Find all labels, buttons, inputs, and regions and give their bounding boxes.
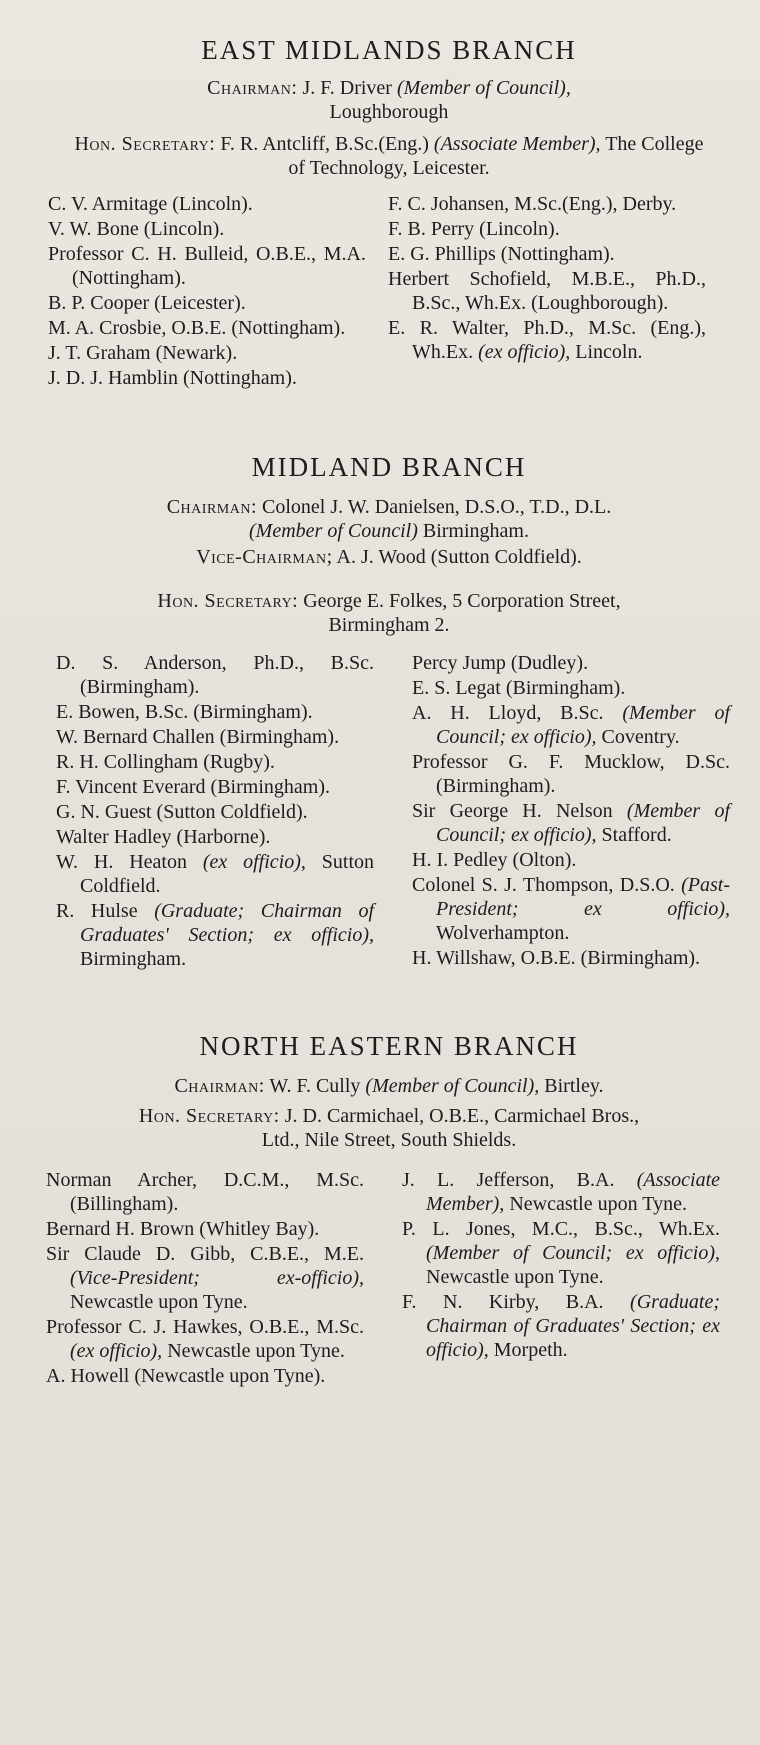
member-columns [48, 651, 730, 972]
member-entry: Professor C. J. Hawkes, O.B.E., M.Sc. (ex officio), Newcastle upon Tyne. [46, 1316, 364, 1362]
branch-title: EAST MIDLANDS BRANCH [201, 35, 577, 65]
member-entry: M. A. Crosbie, O.B.E. (Nottingham). [48, 317, 346, 339]
member-entry: C. V. Armitage (Lincoln). [48, 193, 253, 215]
member-entry: Sir Claude D. Gibb, C.B.E., M.E. (Vice-President; ex-officio), Newcastle upon Tyne. [46, 1243, 364, 1313]
member-list-right [402, 1168, 720, 1389]
member-columns [48, 1168, 730, 1389]
member-columns [48, 192, 730, 391]
member-entry: H. Willshaw, O.B.E. (Birmingham). [412, 947, 701, 969]
member-entry: Herbert Schofield, M.B.E., Ph.D., B.Sc., Wh.Ex. (Loughborough). [388, 268, 706, 314]
member-entry: A. Howell (Newcastle upon Tyne). [46, 1365, 326, 1387]
member-entry: F. N. Kirby, B.A. (Graduate; Chairman of Graduates' Section; ex officio), Morpeth. [402, 1291, 721, 1361]
member-entry: W. H. Heaton (ex officio), Sutton Coldfield. [56, 851, 375, 897]
secretary-line: Hon. Secretary: J. D. Carmichael, O.B.E., Carmichael Bros., Ltd., Nile Street, South Shields. [138, 1105, 640, 1151]
secretary-line: Hon. Secretary: George E. Folkes, 5 Corporation Street, Birmingham 2. [157, 590, 621, 636]
member-entry: J. D. J. Hamblin (Nottingham). [48, 367, 297, 389]
member-entry: Professor C. H. Bulleid, O.B.E., M.A. (Nottingham). [48, 243, 366, 289]
member-entry: D. S. Anderson, Ph.D., B.Sc. (Birmingham). [56, 652, 374, 698]
member-entry: E. G. Phillips (Nottingham). [388, 243, 615, 265]
member-list-right [388, 192, 706, 391]
member-entry: V. W. Bone (Lincoln). [48, 218, 225, 240]
member-list-right [412, 651, 730, 972]
member-entry: E. Bowen, B.Sc. (Birmingham). [56, 701, 313, 723]
member-entry: Sir George H. Nelson (Member of Council; ex officio), Stafford. [412, 800, 731, 846]
midland-section [48, 391, 730, 972]
member-entry: P. L. Jones, M.C., B.Sc., Wh.Ex. (Member of Council; ex officio), Newcastle upon Tyne. [402, 1218, 720, 1288]
member-list-left [48, 192, 366, 391]
member-entry: F. Vincent Everard (Birmingham). [56, 776, 330, 798]
chairman-line: Chairman: Colonel J. W. Danielsen, D.S.O., T.D., D.L. (Member of Council) Birmingham. [166, 496, 612, 542]
secretary-line: Hon. Secretary: F. R. Antcliff, B.Sc.(Eng.) (Associate Member), The College of Technology, Leicester. [74, 133, 704, 179]
vice-chairman-line: Vice-Chairman; A. J. Wood (Sutton Coldfield). [196, 546, 582, 568]
member-entry: A. H. Lloyd, B.Sc. (Member of Council; ex officio), Coventry. [412, 702, 730, 748]
branch-title: MIDLAND BRANCH [251, 452, 527, 482]
member-entry: Percy Jump (Dudley). [412, 652, 589, 674]
member-entry: Colonel S. J. Thompson, D.S.O. (Past-President; ex officio), Wolverhampton. [412, 874, 731, 944]
north-eastern-section [48, 972, 730, 1389]
member-entry: E. R. Walter, Ph.D., M.Sc. (Eng.), Wh.Ex. (ex officio), Lincoln. [388, 317, 706, 363]
member-entry: G. N. Guest (Sutton Coldfield). [56, 801, 308, 823]
member-entry: J. T. Graham (Newark). [48, 342, 238, 364]
member-entry: R. Hulse (Graduate; Chairman of Graduates' Section; ex officio), Birmingham. [56, 900, 375, 970]
east-midlands-section [48, 0, 730, 391]
member-entry: Professor G. F. Mucklow, D.Sc. (Birmingham). [412, 751, 730, 797]
member-entry: J. L. Jefferson, B.A. (Associate Member), Newcastle upon Tyne. [402, 1169, 720, 1215]
member-entry: W. Bernard Challen (Birmingham). [56, 726, 340, 748]
member-entry: Norman Archer, D.C.M., M.Sc. (Billingham). [46, 1169, 364, 1215]
member-entry: H. I. Pedley (Olton). [412, 849, 577, 871]
member-entry: E. S. Legat (Birmingham). [412, 677, 626, 699]
member-entry: B. P. Cooper (Leicester). [48, 292, 246, 314]
member-entry: Bernard H. Brown (Whitley Bay). [46, 1218, 320, 1240]
chairman-line: Chairman: W. F. Cully (Member of Council), Birtley. [174, 1075, 604, 1097]
member-entry: R. H. Collingham (Rugby). [56, 751, 275, 773]
chairman-line: Chairman: J. F. Driver (Member of Council), Loughborough [207, 77, 571, 123]
member-list-left [56, 651, 374, 972]
member-entry: Walter Hadley (Harborne). [56, 826, 271, 848]
member-list-left [46, 1168, 364, 1389]
member-entry: F. B. Perry (Lincoln). [388, 218, 560, 240]
branch-title: NORTH EASTERN BRANCH [199, 1031, 579, 1061]
member-entry: F. C. Johansen, M.Sc.(Eng.), Derby. [388, 193, 677, 215]
